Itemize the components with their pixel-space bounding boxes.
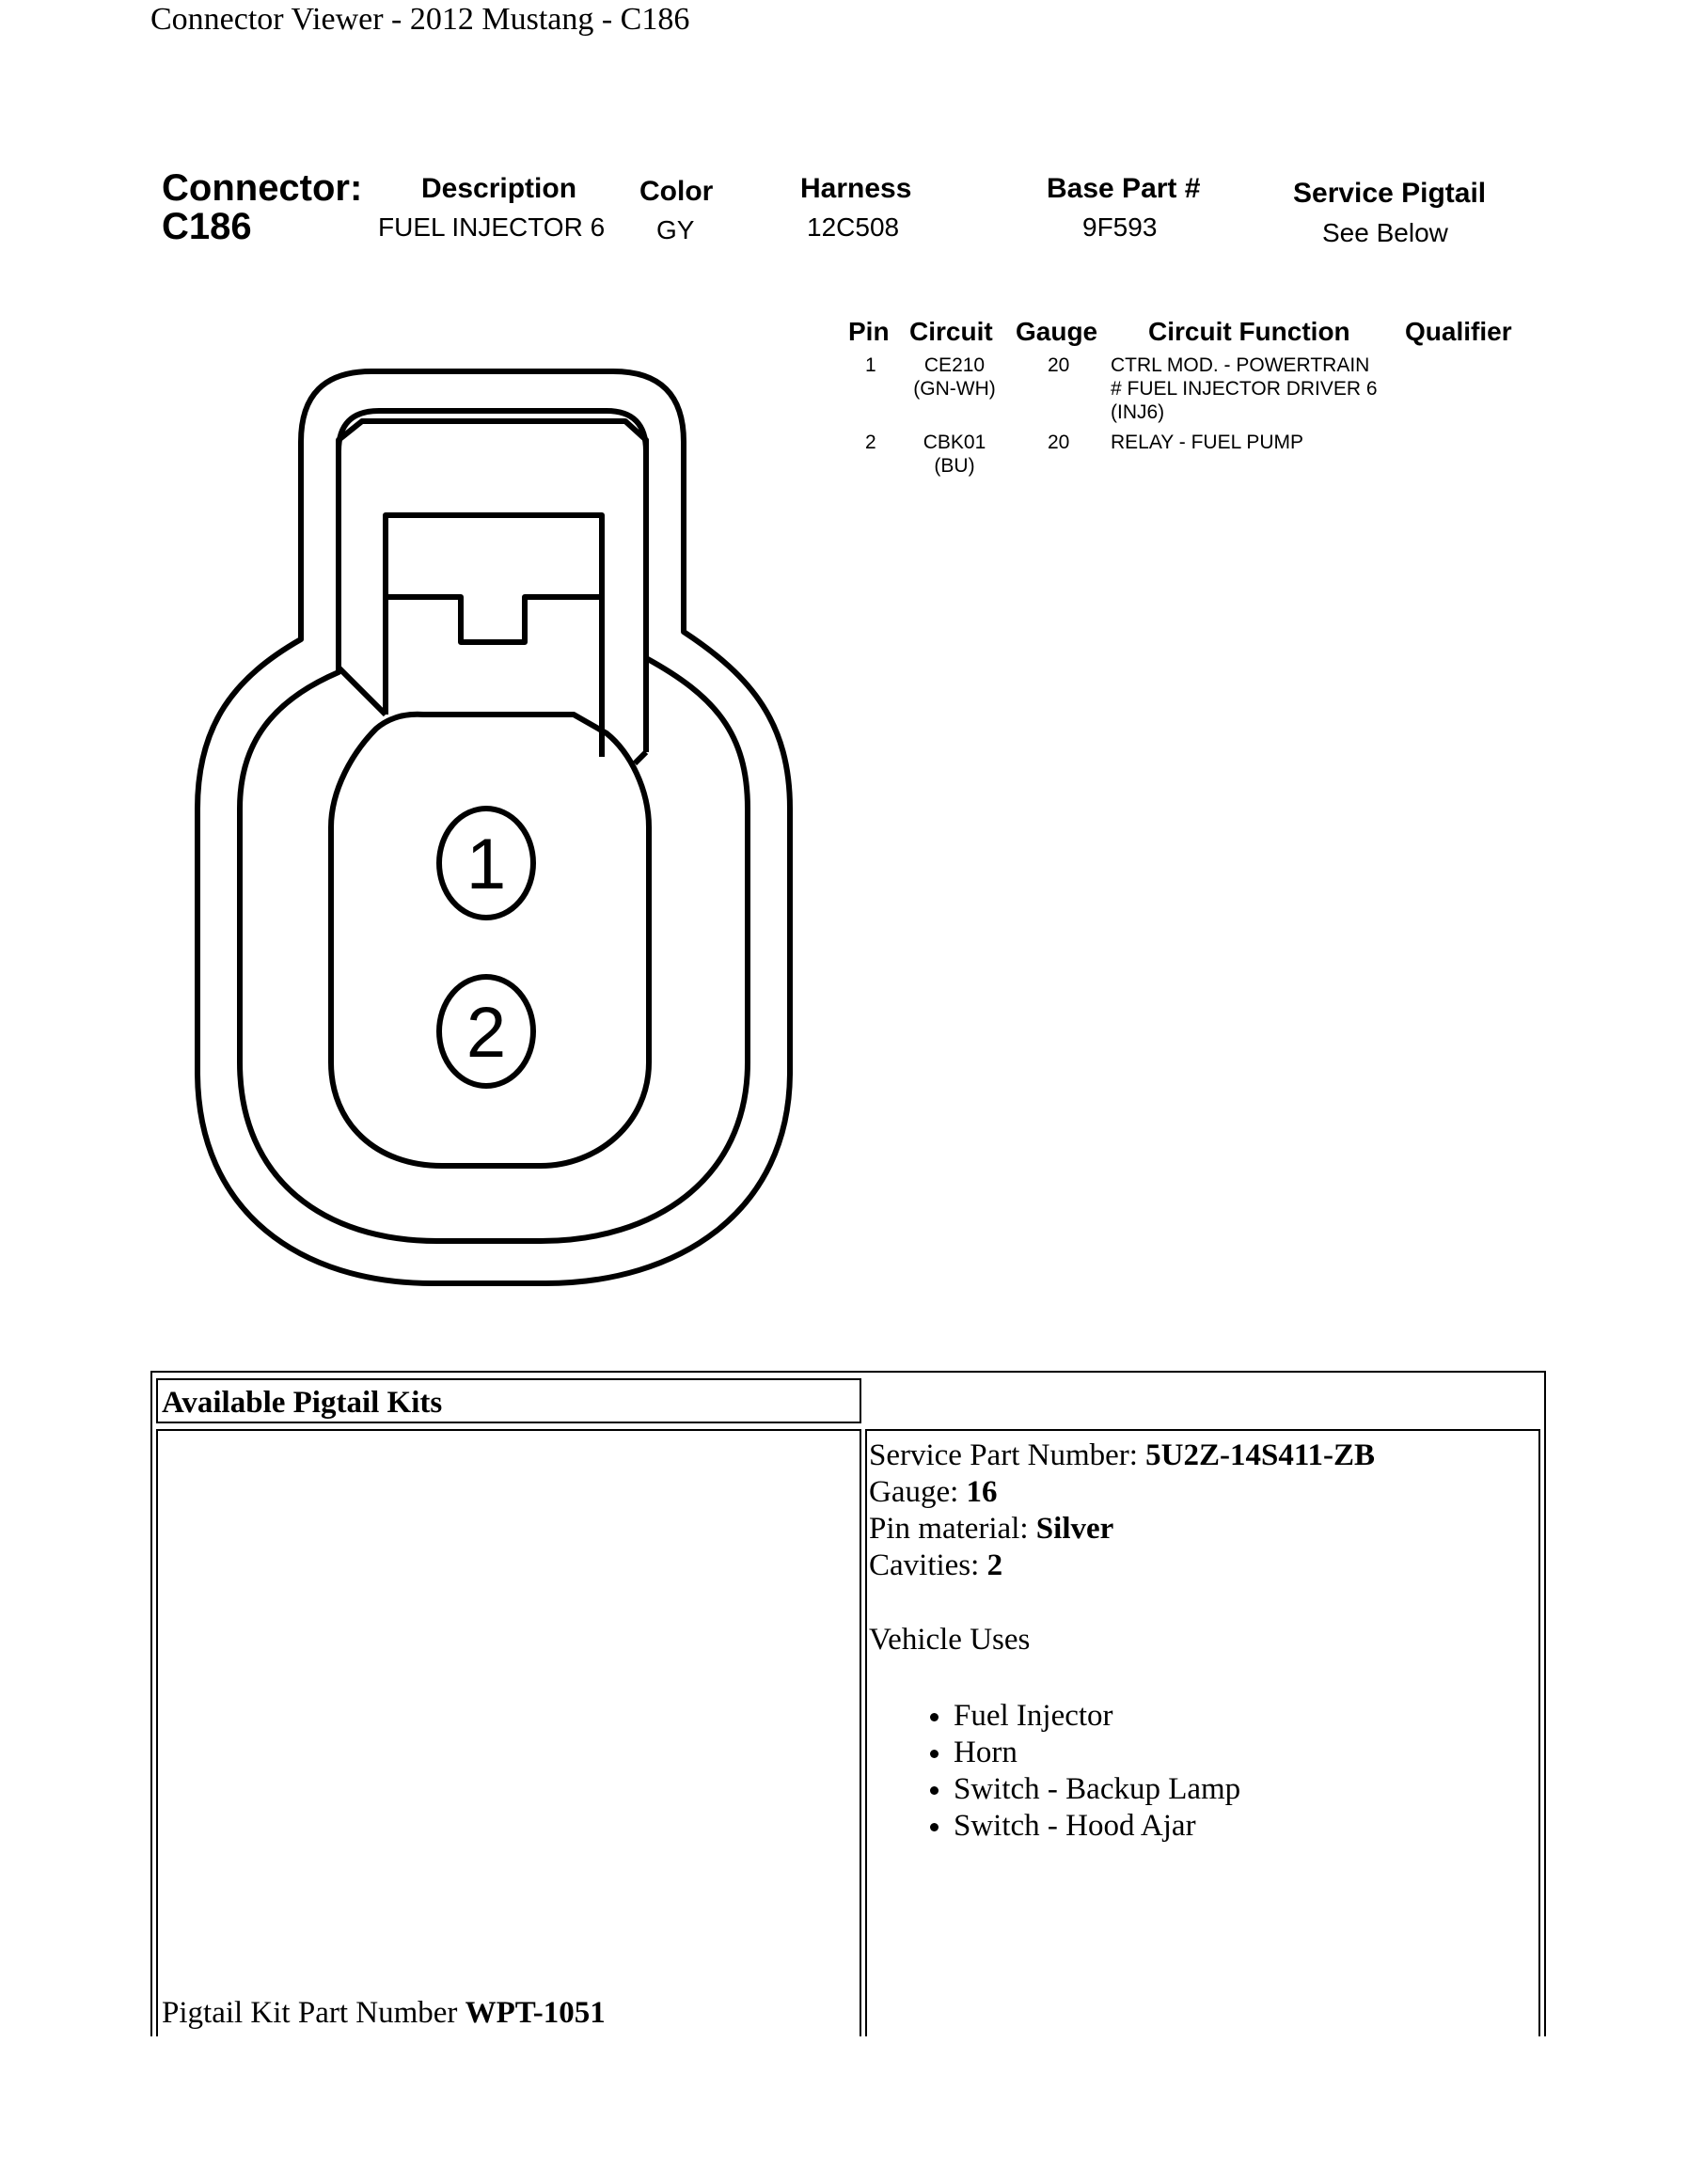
harness-label: Harness bbox=[800, 173, 912, 204]
circuit-header: Circuit bbox=[909, 317, 993, 346]
cavities-value: 2 bbox=[986, 1548, 1003, 1582]
latch-channel bbox=[635, 752, 646, 763]
list-item: • Horn bbox=[954, 1735, 1240, 1771]
list-item: • Switch - Hood Ajar bbox=[954, 1808, 1240, 1845]
page-title: Connector Viewer - 2012 Mustang - C186 bbox=[150, 2, 690, 37]
pin-header: Pin bbox=[848, 317, 890, 346]
service-pigtail-value: See Below bbox=[1322, 218, 1448, 247]
kit-part-value: WPT-1051 bbox=[465, 1996, 606, 2030]
gauge-header: Gauge bbox=[1016, 317, 1098, 346]
kit-empty-cell bbox=[863, 1378, 1540, 1423]
list-item: • Switch - Backup Lamp bbox=[954, 1771, 1240, 1808]
service-part-value: 5U2Z-14S411-ZB bbox=[1145, 1438, 1376, 1472]
gauge-value: 20 bbox=[1048, 354, 1070, 376]
pin-face bbox=[331, 715, 649, 1166]
circuit-function-line: # FUEL INJECTOR DRIVER 6 bbox=[1111, 378, 1378, 400]
gauge-label: Gauge: bbox=[869, 1475, 967, 1509]
vehicle-uses-list bbox=[912, 1698, 1240, 1845]
pin-material-value: Silver bbox=[1035, 1512, 1114, 1546]
gauge-line bbox=[869, 1474, 1375, 1511]
circuit-function-line: RELAY - FUEL PUMP bbox=[1111, 432, 1303, 453]
pigtail-specs bbox=[869, 1438, 1375, 1584]
circuit-function-line: (INJ6) bbox=[1111, 401, 1165, 423]
qualifier-header: Qualifier bbox=[1405, 317, 1512, 346]
latch-channel bbox=[339, 668, 386, 715]
kit-part-label: Pigtail Kit Part Number bbox=[162, 1996, 465, 2030]
description-label: Description bbox=[421, 173, 577, 204]
latch-tab bbox=[386, 515, 602, 757]
pin-material-line bbox=[869, 1511, 1375, 1548]
pigtail-kits-title: Available Pigtail Kits bbox=[162, 1386, 443, 1420]
circuit-id: CE210 bbox=[923, 354, 986, 376]
service-pigtail-label: Service Pigtail bbox=[1293, 178, 1487, 209]
base-part-value: 9F593 bbox=[1082, 212, 1158, 242]
circuit-color: (BU) bbox=[934, 455, 975, 477]
cavities-label: Cavities: bbox=[869, 1548, 987, 1582]
pin-number: 2 bbox=[865, 432, 876, 453]
circuit-function-line: CTRL MOD. - POWERTRAIN bbox=[1111, 354, 1370, 376]
pigtail-kit-part bbox=[162, 1996, 606, 2031]
pin-number: 1 bbox=[865, 354, 876, 376]
color-label: Color bbox=[639, 176, 714, 207]
circuit-function-header: Circuit Function bbox=[1148, 317, 1350, 346]
connector-value: C186 bbox=[162, 206, 252, 247]
harness-value: 12C508 bbox=[807, 212, 900, 242]
latch-tab bbox=[386, 597, 602, 642]
cavities-line bbox=[869, 1548, 1375, 1584]
list-item: • Fuel Injector bbox=[954, 1698, 1240, 1735]
kit-left-cell bbox=[156, 1429, 861, 2036]
service-part-label: Service Part Number: bbox=[869, 1438, 1146, 1472]
pin-material-label: Pin material: bbox=[869, 1512, 1036, 1546]
base-part-label: Base Part # bbox=[1047, 173, 1201, 204]
circuit-id: CBK01 bbox=[923, 432, 986, 453]
gauge-value: 16 bbox=[966, 1475, 998, 1509]
pin-label: 2 bbox=[465, 993, 507, 1073]
connector-label: Connector: bbox=[162, 167, 363, 209]
description-value: FUEL INJECTOR 6 bbox=[378, 212, 606, 242]
service-part-line bbox=[869, 1438, 1375, 1474]
gauge-value: 20 bbox=[1048, 432, 1070, 453]
vehicle-uses-title: Vehicle Uses bbox=[869, 1623, 1031, 1657]
color-value: GY bbox=[656, 215, 695, 244]
pin-label: 1 bbox=[465, 825, 507, 904]
circuit-color: (GN-WH) bbox=[913, 378, 996, 400]
